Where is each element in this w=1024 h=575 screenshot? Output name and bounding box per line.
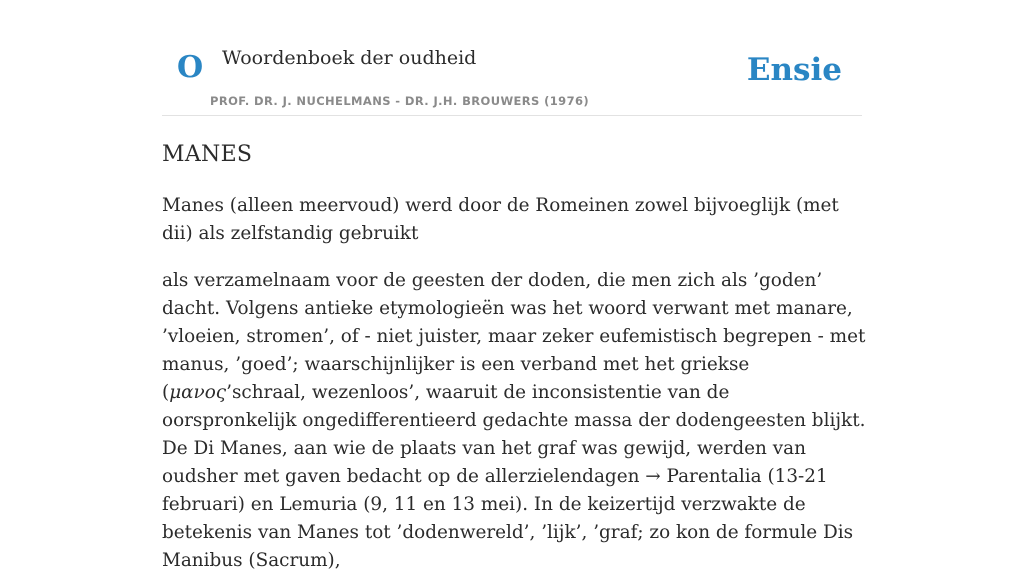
article-container [162,0,866,571]
paragraph-2-text-end: ’schraal, wezenloos’, waaruit de inconsistentie van de oorspronkelijk ongedifferentieerd gedachte massa der dodengeesten blijkt. De Di Manes, aan wie de plaats van het graf was gewijd, werden van oudsher met gaven bedacht op de allerzielendagen → Parentalia (13-21 februari) en Lemuria (9, 11 en 13 mei). In de keizertijd verzwakte de betekenis van Manes tot ’dodenwereld’, ’lijk’, ’graf; zo kon de formule Dis Manibus (Sacrum), [162,382,866,571]
entry-paragraph-1: Manes (alleen meervoud) werd door de Romeinen zowel bijvoeglijk (met dii) als zelfstandig gebruikt [162,195,839,244]
header [162,0,862,116]
paragraph-2-text-start: als verzamelnaam voor de geesten der doden, die men zich als ’goden’ dacht. Volgens antieke etymologieën was het woord verwant met manare, ’vloeien, stromen’, of - niet juister, maar zeker eufemistisch begrepen - met manus, ’goed’; waarschijnlijker is een verband met het griekse ( [162,270,866,403]
entry-title: MANES [162,142,253,167]
ensie-logo-link[interactable]: Ensie [746,52,842,88]
entry-paragraph-2 [162,267,868,575]
dictionary-logo-letter[interactable]: O [177,50,204,85]
authors-line: PROF. DR. J. NUCHELMANS - DR. J.H. BROUWERS (1976) [210,94,590,108]
greek-word: μανος [169,382,227,403]
book-title-link[interactable]: Woordenboek der oudheid [222,47,477,69]
